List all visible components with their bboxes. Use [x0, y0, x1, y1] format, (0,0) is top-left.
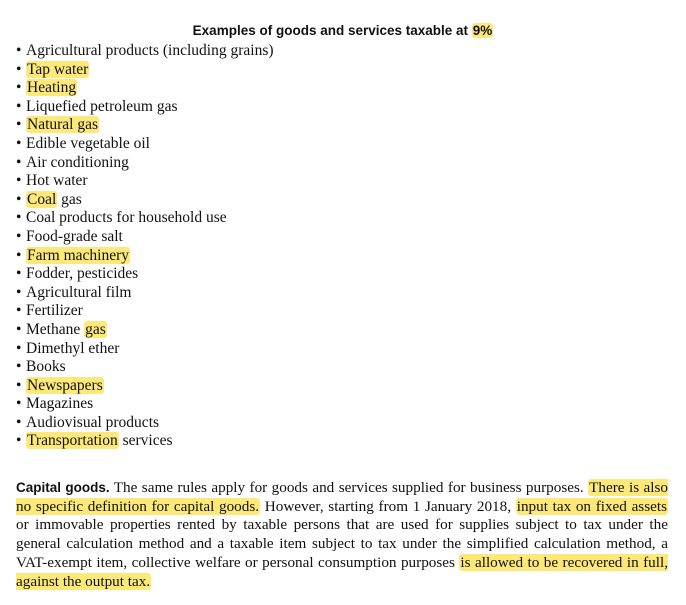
bullet-icon: •: [16, 227, 22, 245]
section-title: [0, 23, 686, 38]
item-text: Dimethyl ether: [26, 339, 120, 357]
item-text: Magazines: [26, 395, 94, 413]
item-text: services: [118, 432, 173, 450]
bullet-icon: •: [16, 339, 22, 357]
paragraph-text-2: However, starting from 1 January 2018,: [260, 497, 516, 515]
item-text: Liquefied petroleum gas: [26, 97, 178, 115]
item-highlight: Transportation: [27, 432, 118, 450]
title-text: Examples of goods and services taxable at: [192, 23, 472, 38]
list-item: [16, 154, 274, 173]
paragraph-text-1: The same rules apply for goods and services supplied for business purposes.: [109, 479, 589, 496]
paragraph-highlight-3: is allowed to be recovered in full, against the output tax.: [16, 553, 668, 590]
title-rate-highlight: 9%: [472, 23, 493, 38]
bullet-icon: •: [16, 376, 22, 394]
list-item: [16, 377, 274, 396]
taxable-items-list: [16, 42, 274, 451]
item-text: Agricultural products (including grains): [26, 42, 274, 59]
bullet-icon: •: [16, 246, 22, 264]
bullet-icon: •: [16, 432, 22, 450]
item-highlight: Coal: [27, 190, 57, 208]
paragraph-highlight-1: There is also no specific definition for capital goods.: [16, 479, 668, 515]
list-item: [16, 98, 274, 117]
list-item: [16, 414, 274, 433]
item-text: Hot water: [26, 172, 88, 190]
list-item: [16, 116, 274, 135]
item-text: gas: [57, 190, 82, 208]
list-item: [16, 358, 274, 377]
item-text: Coal products for household use: [26, 209, 227, 227]
list-item: [16, 79, 274, 98]
list-item: [16, 172, 274, 191]
bullet-icon: •: [16, 413, 22, 431]
list-item: [16, 42, 274, 61]
item-highlight: Tap water: [27, 60, 89, 78]
bullet-icon: •: [16, 79, 22, 97]
bullet-icon: •: [16, 283, 22, 301]
item-highlight: Newspapers: [27, 376, 103, 394]
item-text: Food-grade salt: [26, 227, 123, 245]
item-text: Fertilizer: [26, 302, 83, 320]
bullet-icon: •: [16, 190, 22, 208]
paragraph-text-3: or immovable properties rented by taxable persons that are used for supplies subject to tax under the general calculation method and a taxable item subject to tax under the simplified calculation method, a VAT-exempt item, collective welfare or personal consumption purposes: [16, 516, 668, 571]
list-item: [16, 284, 274, 303]
list-item: [16, 228, 274, 247]
bullet-icon: •: [16, 134, 22, 152]
bullet-icon: •: [16, 97, 22, 115]
list-item: [16, 191, 274, 210]
bullet-icon: •: [16, 395, 22, 413]
bullet-icon: •: [16, 42, 22, 59]
item-text: Edible vegetable oil: [26, 134, 150, 152]
item-highlight: Natural gas: [27, 116, 99, 134]
bullet-icon: •: [16, 358, 22, 376]
item-text: Air conditioning: [26, 153, 129, 171]
item-highlight: Heating: [27, 79, 77, 97]
paragraph-highlight-2: input tax on fixed assets: [516, 497, 667, 515]
list-item: [16, 340, 274, 359]
list-item: [16, 265, 274, 284]
bullet-icon: •: [16, 265, 22, 283]
item-highlight: Farm machinery: [27, 246, 130, 264]
list-item: [16, 302, 274, 321]
list-item: [16, 247, 274, 266]
list-item: [16, 395, 274, 414]
item-text: Audiovisual products: [26, 413, 160, 431]
list-item: [16, 432, 274, 451]
list-item: [16, 135, 274, 154]
bullet-icon: •: [16, 153, 22, 171]
bullet-icon: •: [16, 60, 22, 78]
list-item: [16, 209, 274, 228]
list-item: [16, 321, 274, 340]
bullet-icon: •: [16, 302, 22, 320]
capital-goods-paragraph: [16, 479, 668, 591]
paragraph-lead: Capital goods.: [16, 480, 110, 495]
list-item: [16, 61, 274, 80]
item-text: Books: [26, 358, 66, 376]
bullet-icon: •: [16, 320, 22, 338]
bullet-icon: •: [16, 172, 22, 190]
item-text: Agricultural film: [26, 283, 132, 301]
item-text: Methane: [26, 320, 85, 338]
bullet-icon: •: [16, 209, 22, 227]
bullet-icon: •: [16, 116, 22, 134]
item-text: Fodder, pesticides: [26, 265, 139, 283]
item-highlight: gas: [85, 320, 106, 338]
